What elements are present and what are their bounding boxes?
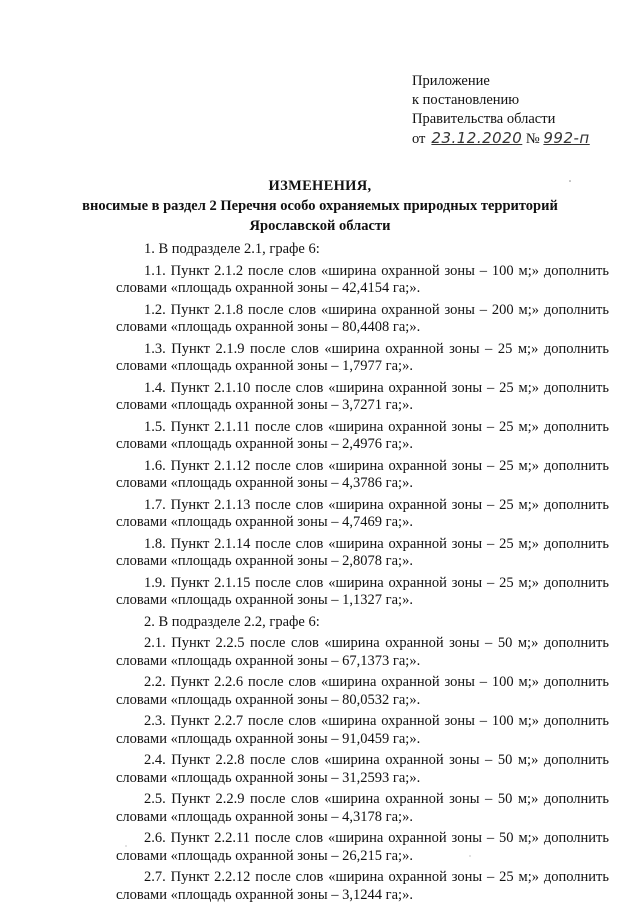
title-line-3: Ярославской области	[249, 218, 391, 234]
title-heading: ИЗМЕНЕНИЯ,	[268, 178, 372, 194]
appendix-date-number-line	[412, 129, 632, 149]
appendix-line-2: к постановлению	[412, 92, 520, 108]
list-item: 1.4. Пункт 2.1.10 после слов «ширина охранной зоны – 25 м;» дополнить словами «площадь охранной зоны – 3,7271 га;».	[116, 379, 609, 413]
appendix-line-3: Правительства области	[412, 111, 556, 127]
list-item: 2.1. Пункт 2.2.5 после слов «ширина охранной зоны – 50 м;» дополнить словами «площадь охранной зоны – 67,1373 га;».	[116, 635, 609, 669]
list-item: 2.4. Пункт 2.2.8 после слов «ширина охранной зоны – 50 м;» дополнить словами «площадь охранной зоны – 31,2593 га;».	[116, 752, 609, 786]
list-item: 1.2. Пункт 2.1.8 после слов «ширина охранной зоны – 200 м;» дополнить словами «площадь охранной зоны – 80,4408 га;».	[116, 301, 609, 335]
appendix-line-1: Приложение	[412, 73, 490, 89]
list-item: 1.5. Пункт 2.1.11 после слов «ширина охранной зоны – 25 м;» дополнить словами «площадь охранной зоны – 2,4976 га;».	[116, 418, 609, 452]
list-item: 1.3. Пункт 2.1.9 после слов «ширина охранной зоны – 25 м;» дополнить словами «площадь охранной зоны – 1,7977 га;».	[116, 340, 609, 374]
list-item: 1.7. Пункт 2.1.13 после слов «ширина охранной зоны – 25 м;» дополнить словами «площадь охранной зоны – 4,7469 га;».	[116, 496, 609, 530]
list-item: 2.3. Пункт 2.2.7 после слов «ширина охранной зоны – 100 м;» дополнить словами «площадь охранной зоны – 91,0459 га;».	[116, 713, 609, 747]
list-item: 1.9. Пункт 2.1.15 после слов «ширина охранной зоны – 25 м;» дополнить словами «площадь охранной зоны – 1,1327 га;».	[116, 574, 609, 608]
list-item: 2.6. Пункт 2.2.11 после слов «ширина охранной зоны – 50 м;» дополнить словами «площадь охранной зоны – 26,215 га;».	[116, 830, 609, 864]
document-body	[116, 241, 609, 908]
list-item: 2.2. Пункт 2.2.6 после слов «ширина охранной зоны – 100 м;» дополнить словами «площадь охранной зоны – 80,0532 га;».	[116, 674, 609, 708]
list-item: 1.8. Пункт 2.1.14 после слов «ширина охранной зоны – 25 м;» дополнить словами «площадь охранной зоны – 2,8078 га;».	[116, 535, 609, 569]
number-prefix: №	[525, 131, 540, 147]
section-heading: 1. В подразделе 2.1, графе 6:	[144, 241, 320, 257]
from-prefix: от	[412, 131, 426, 147]
section-heading: 2. В подразделе 2.2, графе 6:	[144, 613, 320, 630]
handwritten-date: 23.12.2020	[431, 129, 523, 147]
list-item: 1.1. Пункт 2.1.2 после слов «ширина охранной зоны – 100 м;» дополнить словами «площадь охранной зоны – 42,4154 га;».	[116, 262, 609, 296]
handwritten-number: 992-п	[543, 129, 590, 147]
list-item: 1.6. Пункт 2.1.12 после слов «ширина охранной зоны – 25 м;» дополнить словами «площадь охранной зоны – 4,3786 га;».	[116, 457, 609, 491]
list-item: 2.5. Пункт 2.2.9 после слов «ширина охранной зоны – 50 м;» дополнить словами «площадь охранной зоны – 4,3178 га;».	[116, 791, 609, 825]
document-title	[0, 176, 640, 236]
list-item: 2.7. Пункт 2.2.12 после слов «ширина охранной зоны – 25 м;» дополнить словами «площадь охранной зоны – 3,1244 га;».	[116, 869, 609, 903]
title-line-2: вносимые в раздел 2 Перечня особо охраняемых природных территорий	[82, 198, 558, 214]
appendix-header	[412, 72, 632, 149]
